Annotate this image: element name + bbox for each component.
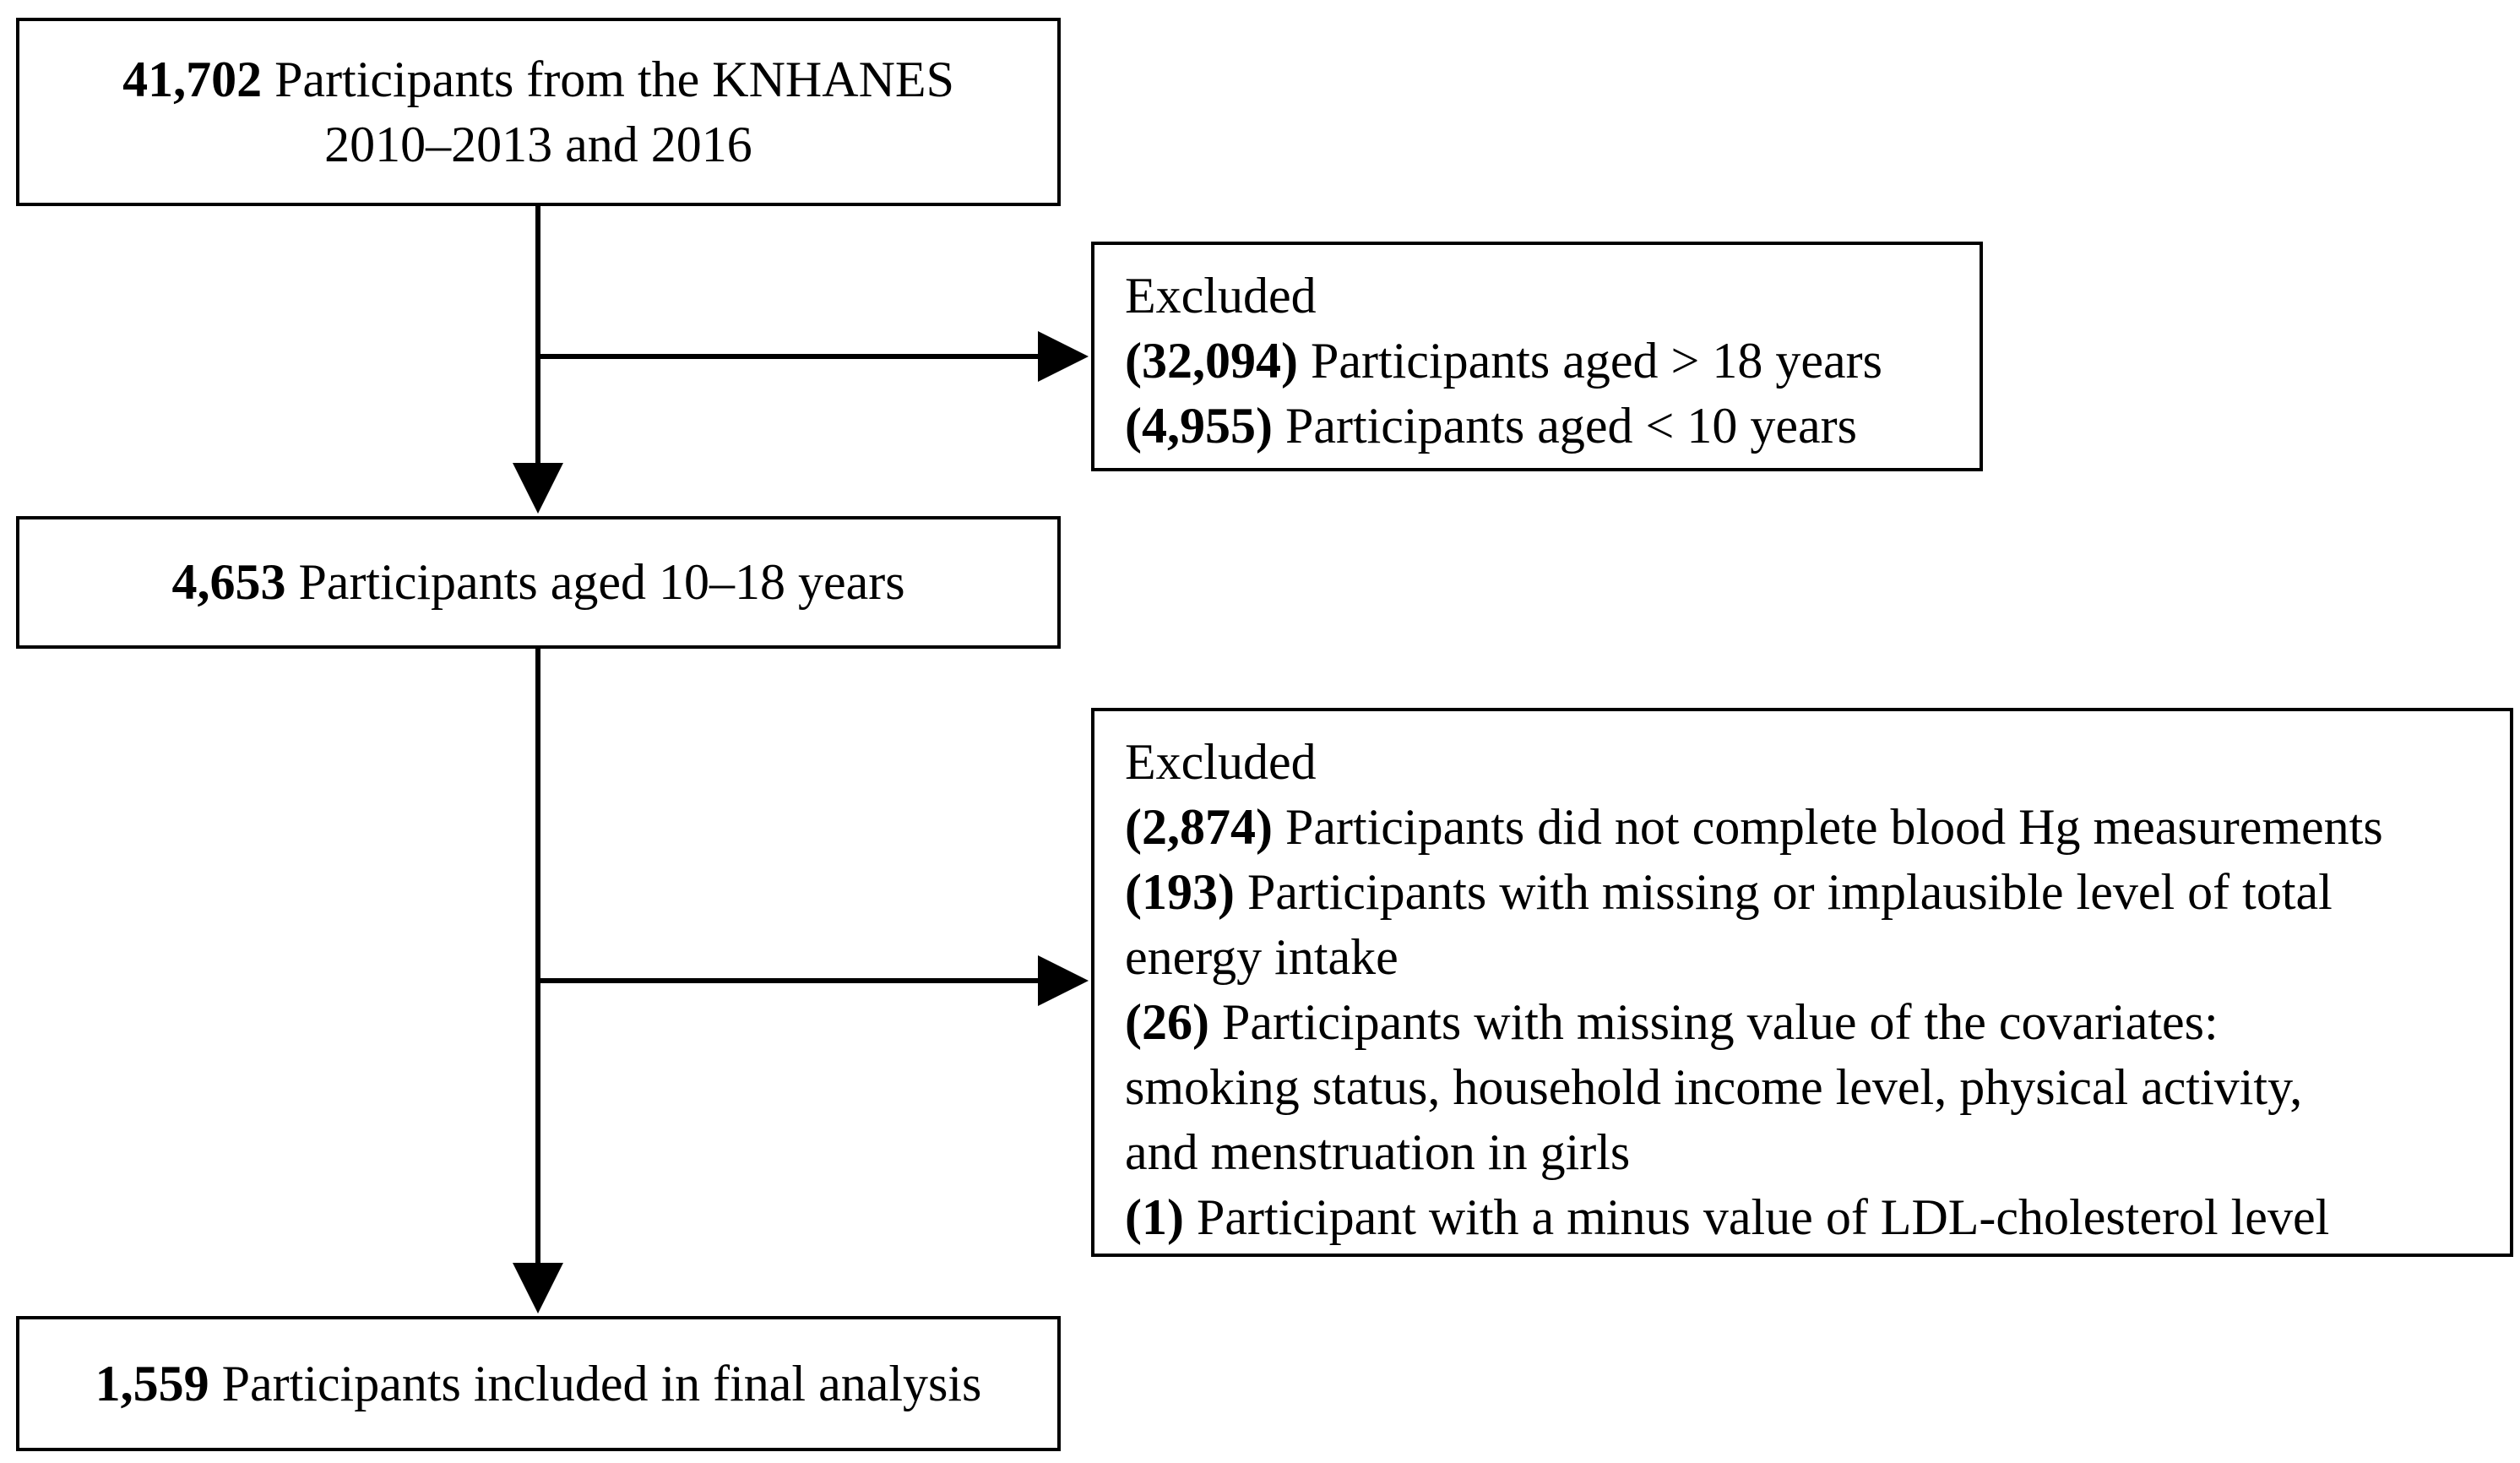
final-text: Participants included in final analysis [209,1355,982,1411]
excluded2-item [1125,1185,2479,1250]
excluded2-item [1125,990,2479,1055]
excluded1-box [1091,242,1983,471]
excluded1-text: Participants aged < 10 years [1272,398,1857,454]
final-count: 1,559 [95,1355,209,1411]
excluded2-box [1091,708,2513,1257]
excluded2-count: (2,874) [1125,799,1273,855]
excluded2-item [1125,860,2479,925]
excluded1-heading: Excluded [1125,268,1317,324]
excluded2-heading: Excluded [1125,734,1317,790]
step2-count: 4,653 [171,554,286,610]
step2-box [16,516,1061,649]
excluded2-text: Participants with missing or implausible level of total [1234,864,2333,920]
excluded2-item-continued: smoking status, household income level, physical activity, [1125,1059,2303,1115]
excluded2-item-continued: energy intake [1125,929,1398,985]
start-line-2: 2010–2013 and 2016 [324,116,752,172]
start-box [16,18,1061,206]
excluded1-count: (4,955) [1125,398,1273,454]
start-text: Participants from the KNHANES [262,51,954,107]
start-count: 41,702 [122,51,263,107]
excluded2-count: (1) [1125,1189,1184,1245]
excluded2-item-continued: and menstruation in girls [1125,1124,1631,1180]
excluded1-text: Participants aged > 18 years [1297,333,1882,389]
excluded1-item [1125,394,1949,459]
excluded2-text: Participants did not complete blood Hg measurements [1272,799,2383,855]
final-line [95,1352,982,1417]
start-line-1 [122,47,954,112]
excluded1-item [1125,329,1949,394]
excluded2-text: Participants with missing value of the covariates: [1208,994,2219,1050]
excluded2-item [1125,795,2479,860]
excluded2-text: Participant with a minus value of LDL-cholesterol level [1183,1189,2330,1245]
step2-text: Participants aged 10–18 years [285,554,905,610]
step2-line [171,550,904,615]
excluded2-count: (26) [1125,994,1209,1050]
final-box [16,1316,1061,1451]
excluded1-count: (32,094) [1125,333,1298,389]
excluded2-count: (193) [1125,864,1235,920]
